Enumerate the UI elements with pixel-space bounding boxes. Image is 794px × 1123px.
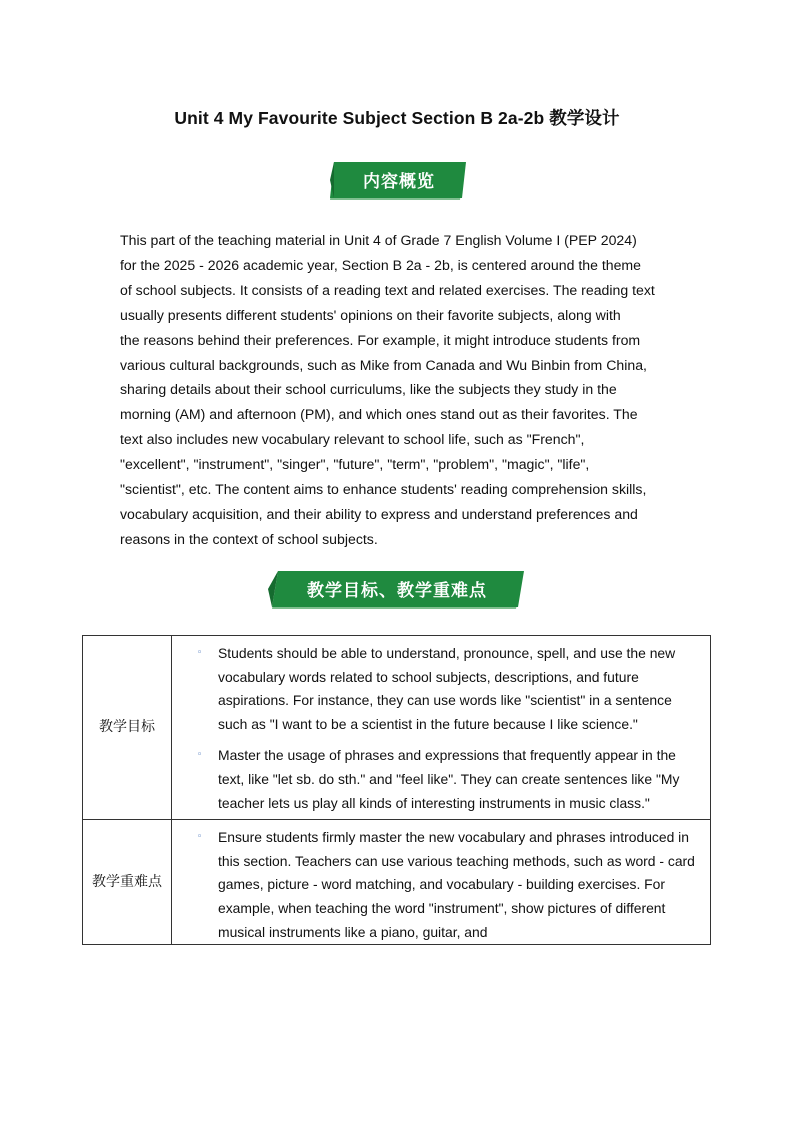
bullet-text: Master the usage of phrases and expressions that frequently appear in the text, like "let sb. do sth." and "feel like". They can create sentences like "My teacher lets us play all kinds of interesting instruments in music class." xyxy=(218,747,680,811)
overview-line: usually presents different students' opinions on their favorite subjects, along with xyxy=(120,306,621,323)
list-item xyxy=(197,826,698,944)
overview-line: the reasons behind their preferences. For example, it might introduce students from xyxy=(120,331,641,348)
overview-line: "excellent", "instrument", "singer", "future", "term", "problem", "magic", "life", xyxy=(120,456,590,473)
overview-line: This part of the teaching material in Unit 4 of Grade 7 English Volume I (PEP 2024) xyxy=(120,232,637,248)
bullet-icon: ◦ xyxy=(197,648,203,658)
overview-line: text also includes new vocabulary relevant to school life, such as "French", xyxy=(120,431,585,448)
bullet-text: Students should be able to understand, pronounce, spell, and use the new vocabulary words related to school subjects, descriptions, and future aspirations. For instance, they can use words like "scientist" in a sentence such as "I want to be a scientist in the future because I like science." xyxy=(218,645,676,732)
overview-line: of school subjects. It consists of a reading text and related exercises. The reading text xyxy=(120,281,655,298)
goals-banner-label: 教学目标、教学重难点 xyxy=(307,581,487,601)
goals-table xyxy=(82,635,711,945)
overview-line: reasons in the context of school subjects. xyxy=(120,530,378,547)
overview-banner xyxy=(330,162,468,202)
overview-line: for the 2025 - 2026 academic year, Section B 2a - 2b, is centered around the theme xyxy=(120,256,642,273)
key-points-cell xyxy=(172,820,711,945)
list-item xyxy=(197,642,698,736)
list-item xyxy=(197,744,698,815)
overview-line: vocabulary acquisition, and their ability to express and understand preferences and xyxy=(120,505,638,522)
page-title: Unit 4 My Favourite Subject Section B 2a-2b 教学设计 xyxy=(174,108,620,128)
goals-banner xyxy=(268,571,526,611)
overview-line: sharing details about their school curriculums, like the subjects they study in the xyxy=(120,381,617,398)
bullet-text: Ensure students firmly master the new vocabulary and phrases introduced in this section. Teachers can use various teaching methods, such as word - card games, picture - word matching, and vocabulary - building exercises. For example, when teaching the word "instrument", show pictures of different musical instruments like a piano, guitar, and xyxy=(218,829,695,940)
bullet-icon: ◦ xyxy=(197,832,203,843)
row-header-key-points: 教学重难点 xyxy=(83,820,172,945)
table-row xyxy=(83,820,711,945)
objectives-cell xyxy=(172,636,711,820)
table-row xyxy=(83,636,711,820)
key-points-content xyxy=(197,826,698,940)
row-header-objectives: 教学目标 xyxy=(83,636,172,820)
overview-text xyxy=(120,228,690,552)
overview-line: various cultural backgrounds, such as Mike from Canada and Wu Binbin from China, xyxy=(120,356,647,373)
overview-line: "scientist", etc. The content aims to enhance students' reading comprehension skills, xyxy=(120,481,647,498)
overview-banner-label: 内容概览 xyxy=(363,172,435,192)
overview-line: morning (AM) and afternoon (PM), and which ones stand out as their favorites. The xyxy=(120,406,638,423)
bullet-icon: ◦ xyxy=(197,750,203,761)
